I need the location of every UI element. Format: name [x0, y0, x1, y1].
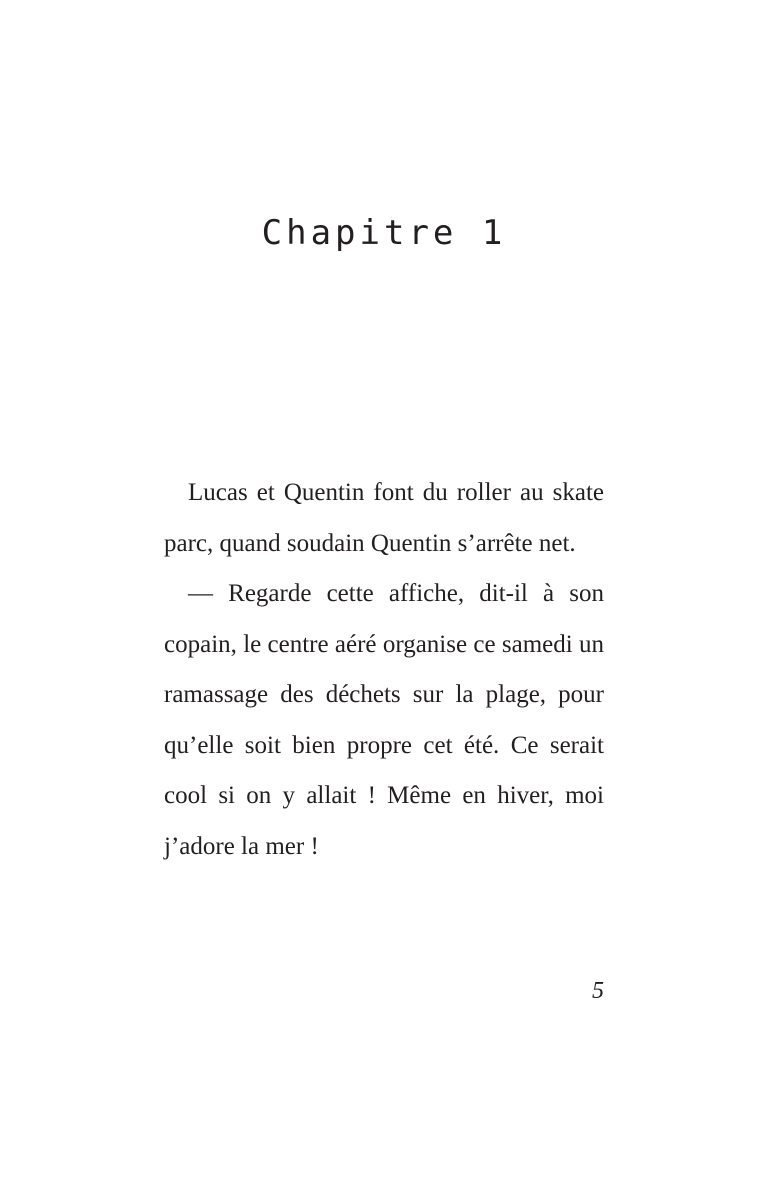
- body-text: [164, 468, 604, 872]
- chapter-title: Chapitre 1: [261, 213, 507, 253]
- paragraph: — Regarde cette affiche, dit-il à son copain, le centre aéré organise ce samedi un ramassage des déchets sur la plage, pour qu’elle soit bien propre cet été. Ce serait cool si on y allait ! Même en hiver, moi j’adore la mer !: [164, 580, 604, 860]
- page-number: 5: [592, 978, 604, 1004]
- paragraph: Lucas et Quentin font du roller au skate parc, quand soudain Quentin s’arrête net.: [164, 479, 604, 557]
